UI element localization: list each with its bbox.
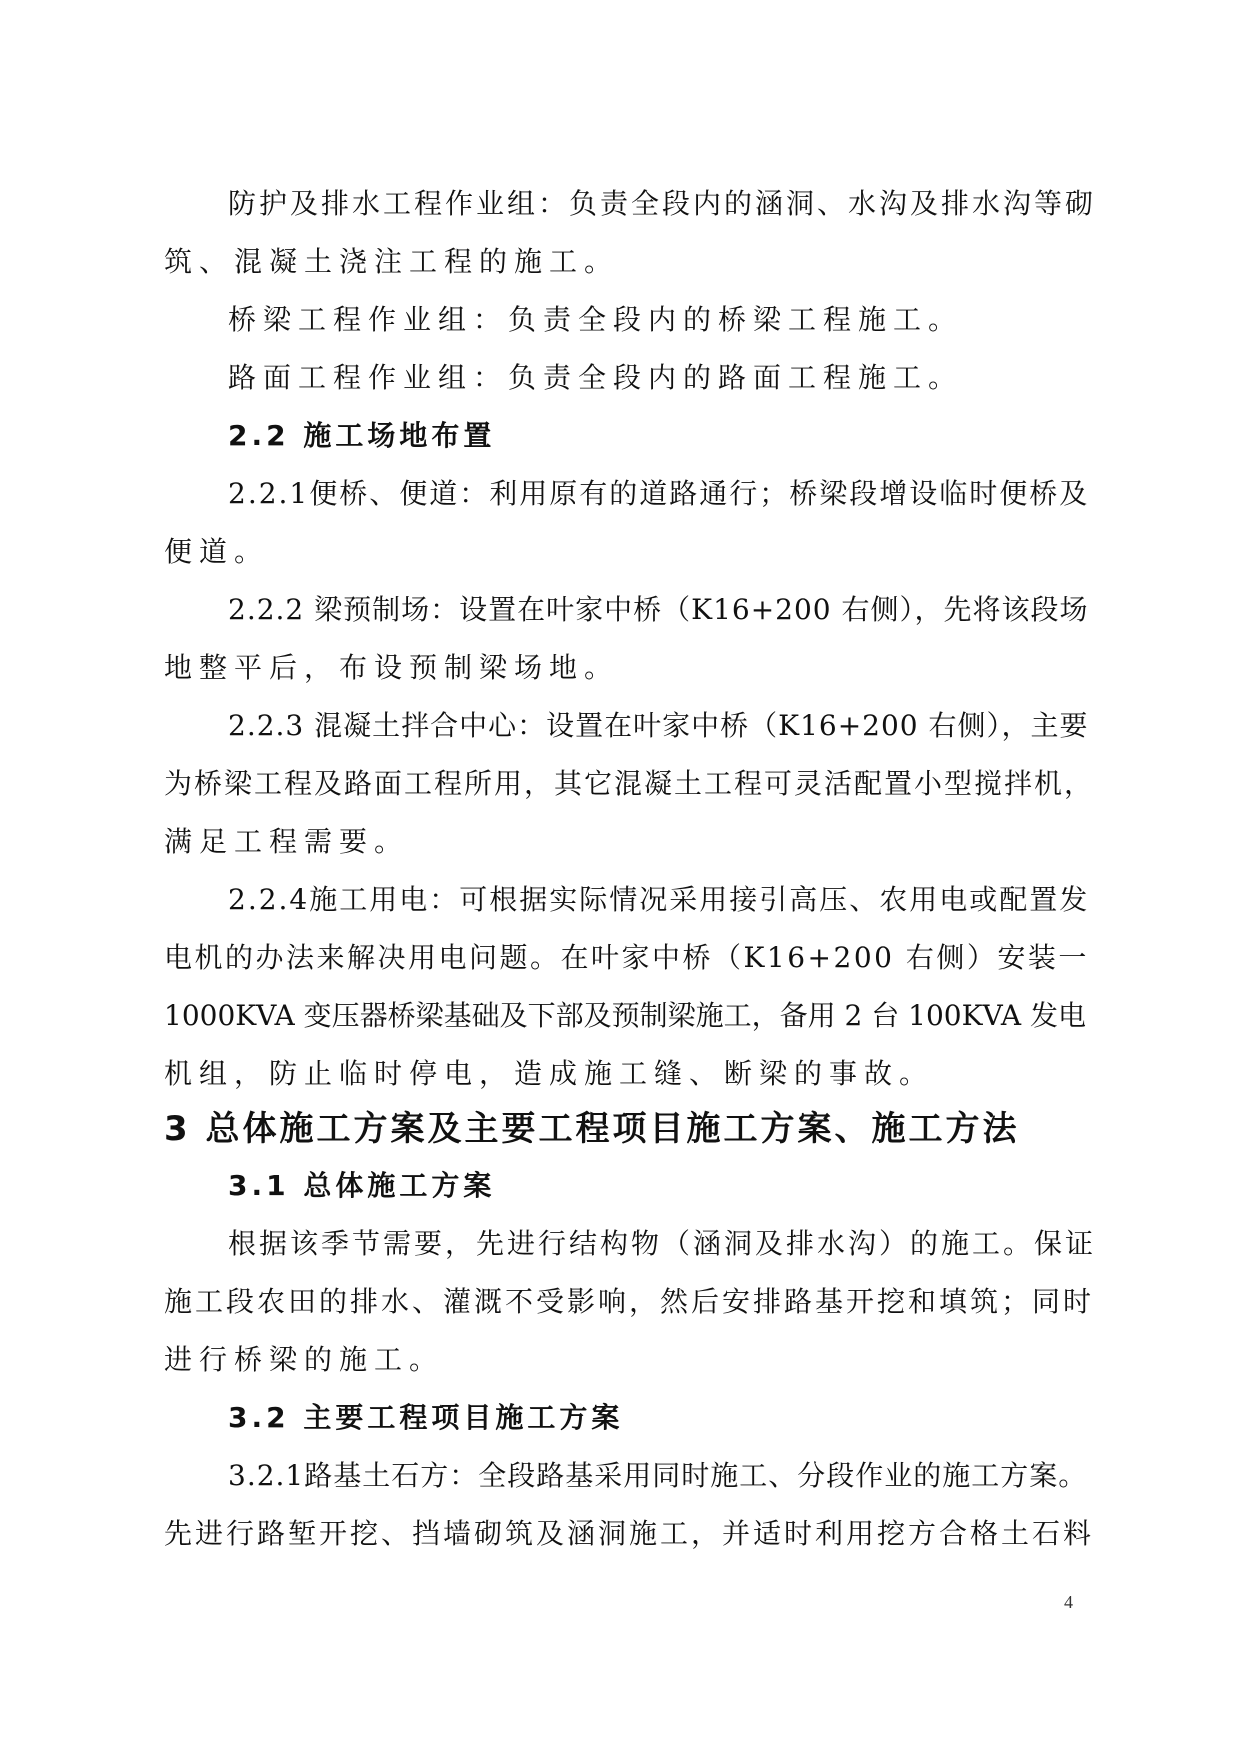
paragraph-line: 筑、混凝土浇注工程的施工。 bbox=[164, 245, 620, 278]
chapter-heading-3: 3 总体施工方案及主要工程项目施工方案、施工方法 bbox=[164, 1109, 1020, 1149]
paragraph-line: 路面工程作业组：负责全段内的路面工程施工。 bbox=[228, 361, 964, 394]
paragraph-line: 1000KVA 变压器桥梁基础及下部及预制梁施工，备用 2 台 100KVA 发电 bbox=[164, 999, 1086, 1032]
section-heading-3-2: 3.2 主要工程项目施工方案 bbox=[228, 1401, 624, 1434]
paragraph-line: 进行桥梁的施工。 bbox=[164, 1343, 445, 1376]
paragraph-line: 2.2.2 梁预制场：设置在叶家中桥（K16+200 右侧），先将该段场 bbox=[228, 593, 1089, 626]
section-heading-2-2: 2.2 施工场地布置 bbox=[228, 419, 496, 452]
page-number: 4 bbox=[1064, 1592, 1073, 1612]
paragraph-line: 为桥梁工程及路面工程所用，其它混凝土工程可灵活配置小型搅拌机， bbox=[164, 767, 1095, 800]
paragraph-line: 2.2.3 混凝土拌合中心：设置在叶家中桥（K16+200 右侧），主要 bbox=[228, 709, 1089, 742]
paragraph-line: 2.2.1便桥、便道：利用原有的道路通行；桥梁段增设临时便桥及 bbox=[228, 477, 1090, 510]
section-heading-3-1: 3.1 总体施工方案 bbox=[228, 1169, 496, 1202]
paragraph-line: 根据该季节需要，先进行结构物（涵洞及排水沟）的施工。保证 bbox=[228, 1227, 1097, 1260]
paragraph-line: 便道。 bbox=[164, 535, 270, 568]
paragraph-line: 地整平后，布设预制梁场地。 bbox=[164, 651, 620, 684]
paragraph-line: 2.2.4施工用电：可根据实际情况采用接引高压、农用电或配置发 bbox=[228, 883, 1090, 916]
paragraph-line: 电机的办法来解决用电问题。在叶家中桥（K16+200 右侧）安装一 bbox=[164, 941, 1089, 974]
paragraph-line: 3.2.1路基土石方：全段路基采用同时施工、分段作业的施工方案。 bbox=[228, 1459, 1088, 1492]
paragraph-line: 机组，防止临时停电，造成施工缝、断梁的事故。 bbox=[164, 1057, 935, 1090]
paragraph-line: 先进行路堑开挖、挡墙砌筑及涵洞施工，并适时利用挖方合格土石料 bbox=[164, 1517, 1095, 1550]
paragraph-line: 满足工程需要。 bbox=[164, 825, 410, 858]
paragraph-line: 施工段农田的排水、灌溉不受影响，然后安排路基开挖和填筑；同时 bbox=[164, 1285, 1095, 1318]
paragraph-line: 桥梁工程作业组：负责全段内的桥梁工程施工。 bbox=[228, 303, 964, 336]
paragraph-line: 防护及排水工程作业组：负责全段内的涵洞、水沟及排水沟等砌 bbox=[228, 187, 1097, 220]
